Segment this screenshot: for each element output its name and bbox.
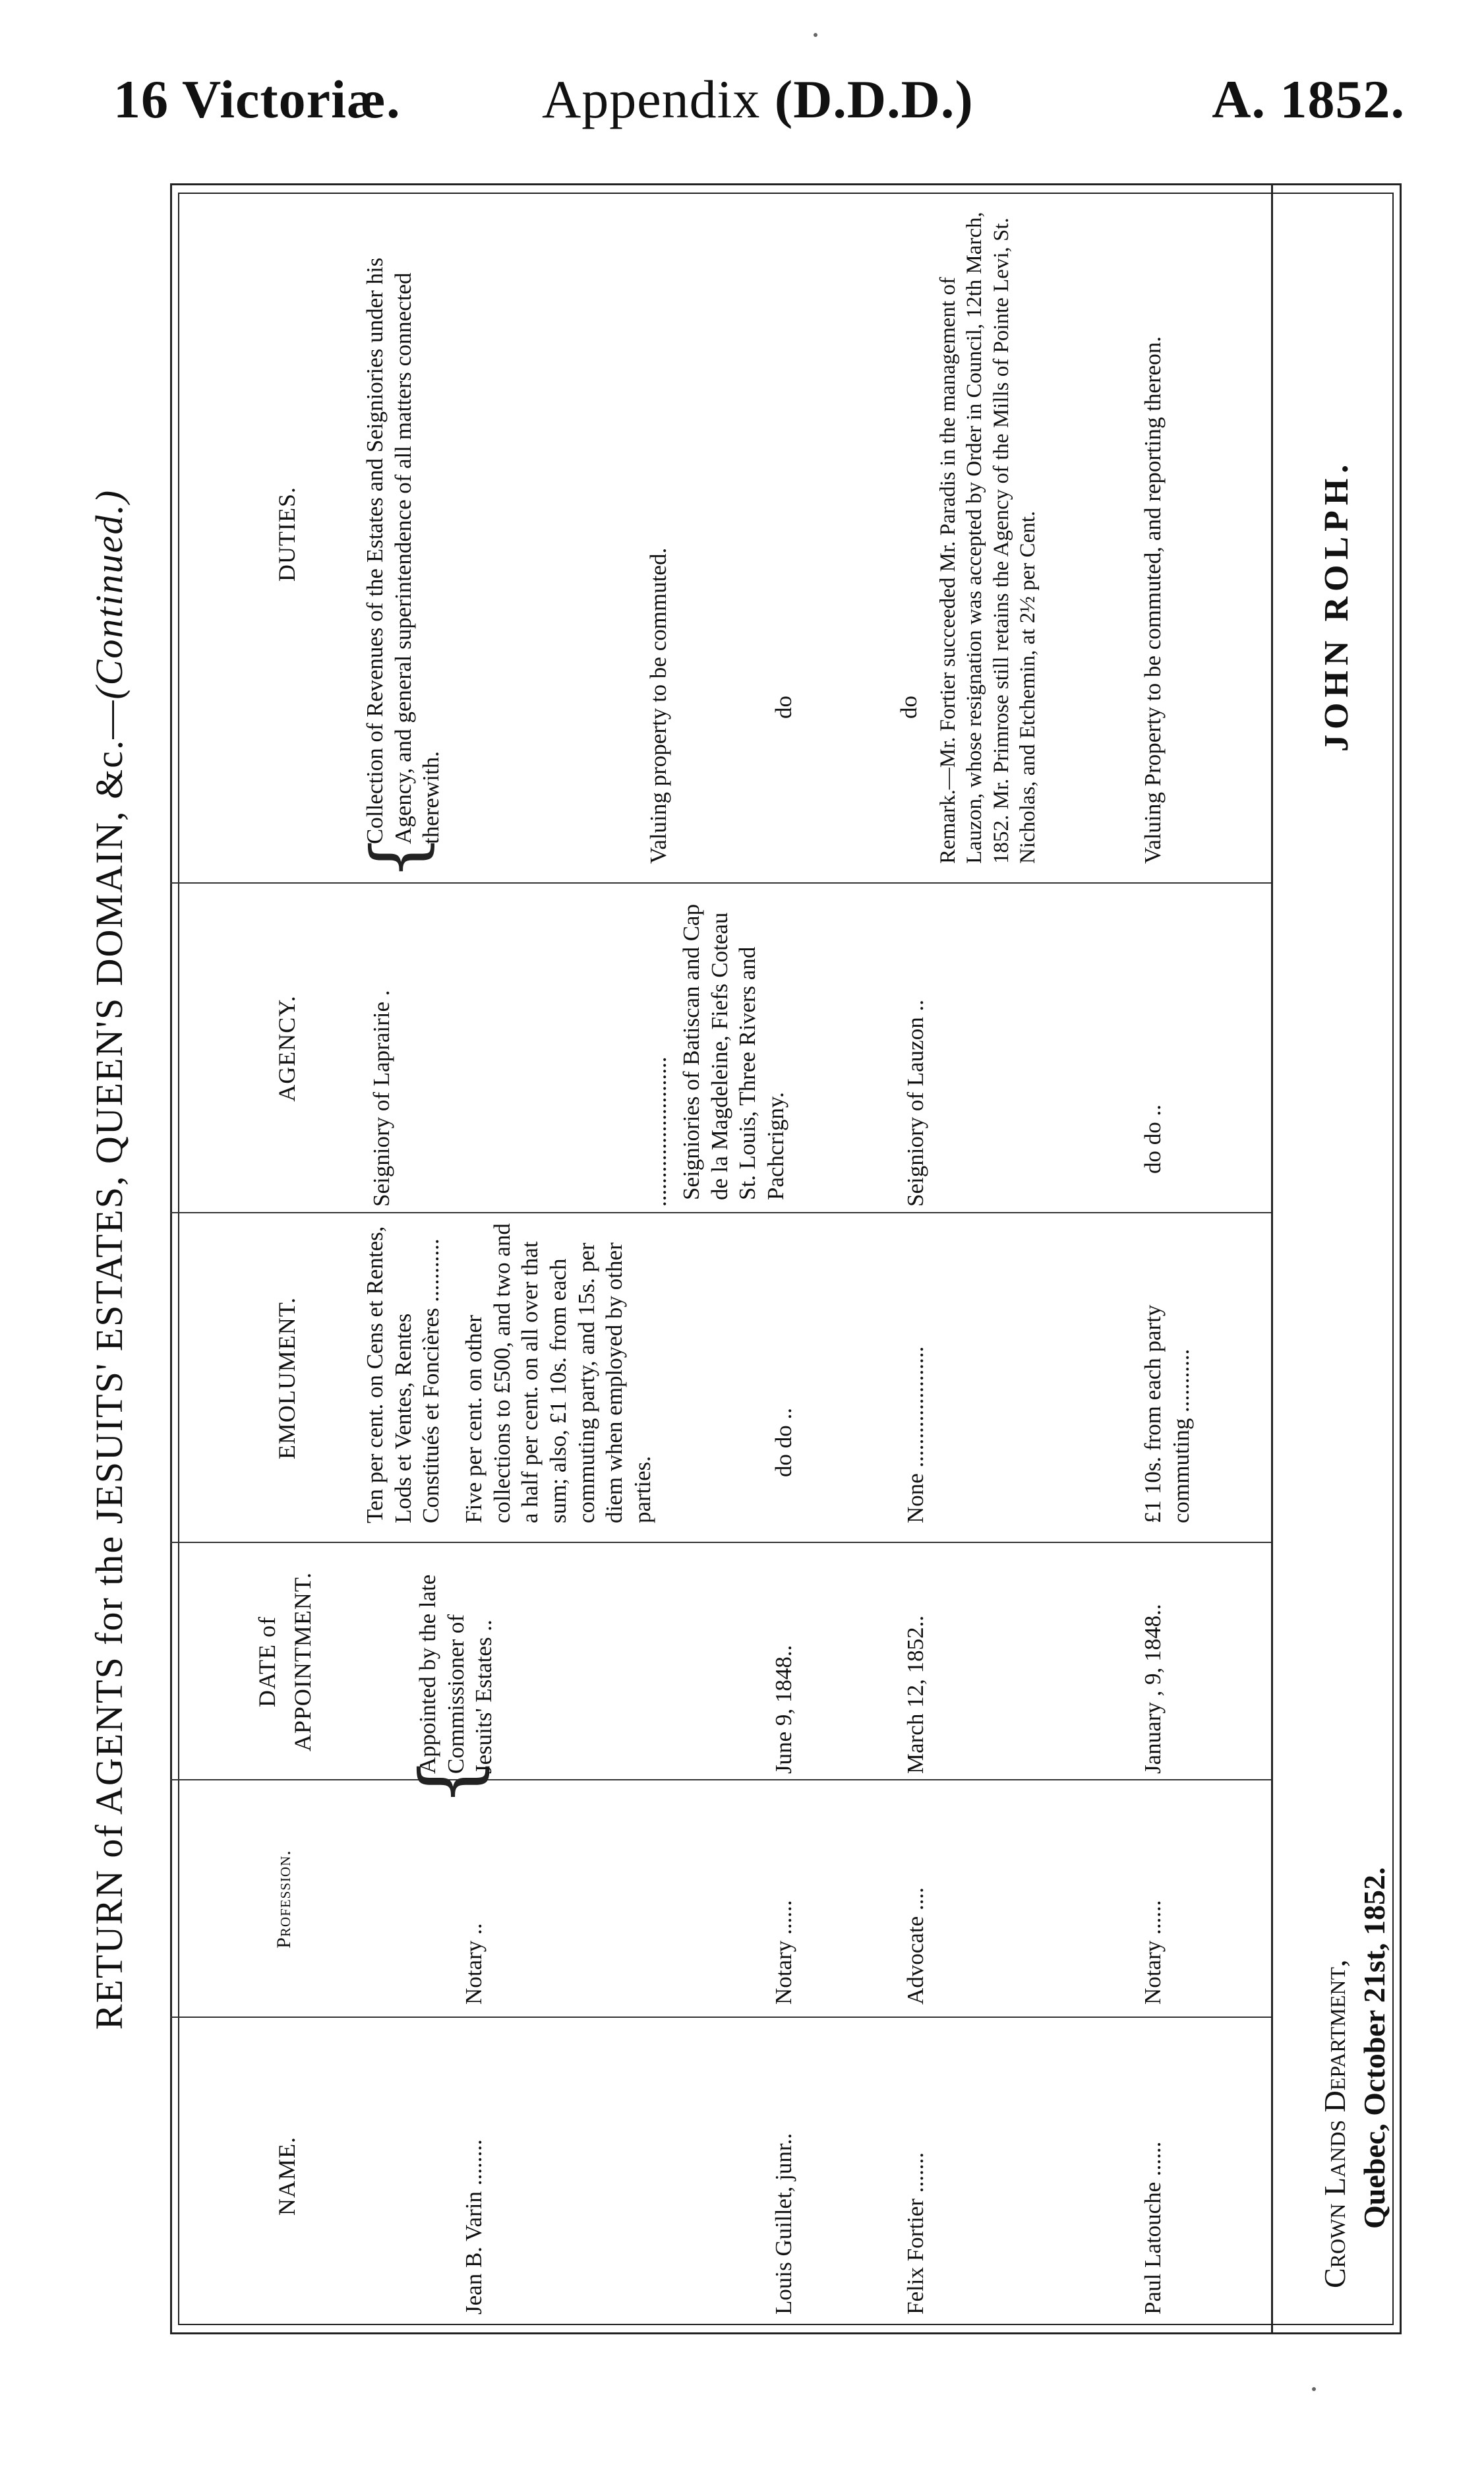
row4-name: Paul Latouche ......	[1140, 2141, 1166, 2315]
row4-emolument: £1 10s. from each party commuting ...........	[1140, 1304, 1194, 1523]
row2-agency: Seigniories of Batiscan and Cap de la Magdeleine, Fiefs Coteau St. Louis, Three Rivers and Pachcrigny.	[678, 903, 789, 1200]
running-header-center	[542, 69, 974, 129]
brace-left: {	[355, 834, 440, 880]
brace-left: {	[404, 1756, 496, 1807]
row2-name: Louis Guillet, junr..	[771, 2133, 796, 2315]
row1-date: Appointed by the late Commissioner of Jesuits' Estates ..	[415, 1574, 497, 1774]
table-title	[87, 185, 131, 2334]
column-header-date-line1: DATE of	[254, 1616, 280, 1707]
column-divider	[170, 1542, 1271, 1543]
row2-duties: do	[771, 696, 796, 719]
running-header-left: 16 Victoriæ.	[113, 69, 401, 129]
signature-place-date: Quebec, October 21st, 1852.	[1357, 1867, 1391, 2229]
row1-name: Jean B. Varin ........	[461, 2139, 487, 2315]
column-divider	[170, 1212, 1271, 1213]
rotated-table-sheet	[88, 185, 1403, 2334]
row1-agency-a: Seigniory of Laprairie .	[369, 990, 394, 1207]
row1-emolument-b: Five per cent. on other collections to £500, and two and a half per cent. on all over that sum; also, £1 10s. from each commuting party, and 15s. per diem when employed by other parties.	[461, 1223, 656, 1523]
column-header-name: NAME.	[274, 2137, 300, 2216]
row3-remark: Remark.—Mr. Fortier succeeded Mr. Paradis in the management of Lauzon, whose resignation was accepted by Order in Council, 12th March, 1852. Mr. Primrose still retains the Agency of the Mills of Pointe Levi, St. Nicholas, and Etchemin, at 2½ per Cent.	[936, 212, 1040, 864]
table-title-continued: (Continued.)	[88, 489, 131, 700]
running-header-right: A. 1852.	[1212, 69, 1405, 129]
row2-emolument: do do ..	[771, 1408, 796, 1477]
appendix-code: (D.D.D.)	[774, 69, 974, 129]
row4-profession: Notary ......	[1140, 1900, 1166, 2005]
table-top-rule	[170, 185, 172, 2334]
row3-profession: Advocate ....	[903, 1887, 928, 2005]
row3-date: March 12, 1852..	[903, 1615, 928, 1774]
row3-duties: do	[896, 696, 922, 719]
row1-agency-b: ..........................	[645, 1056, 671, 1207]
agents-table	[170, 185, 1271, 2334]
row3-agency: Seigniory of Lauzon ..	[903, 1000, 928, 1207]
column-header-date-line2: APPOINTMENT.	[289, 1571, 316, 1752]
column-divider	[170, 1779, 1271, 1780]
signature-name: JOHN ROLPH.	[1318, 459, 1355, 752]
row1-duties-a: Collection of Revenues of the Estates and Seigniories under his Agency, and general superintendence of all matters connected therewith.	[362, 257, 444, 844]
appendix-label: Appendix	[542, 69, 761, 129]
print-speck	[1312, 2387, 1316, 2391]
row4-duties: Valuing Property to be commuted, and reporting thereon.	[1140, 336, 1166, 864]
row1-duties-b: Valuing property to be commuted.	[645, 547, 671, 864]
row3-name: Felix Fortier .......	[903, 2152, 928, 2315]
column-header-profession: Profession.	[273, 1850, 295, 1949]
column-divider	[170, 2017, 1271, 2018]
column-header-duties: DUTIES.	[274, 487, 300, 582]
column-header-agency: AGENCY.	[274, 995, 300, 1102]
column-header-emolument: EMOLUMENT.	[274, 1296, 300, 1460]
table-title-main: RETURN of AGENTS for the JESUITS' ESTATES, QUEEN'S DOMAIN, &c.—	[88, 699, 131, 2030]
signature-department: Crown Lands Department,	[1318, 1959, 1351, 2288]
row4-agency: do do ..	[1140, 1105, 1166, 1174]
table-bottom-rule	[1271, 185, 1273, 2334]
print-speck	[814, 33, 817, 37]
row2-profession: Notary ......	[771, 1900, 796, 2005]
row1-profession: Notary ..	[461, 1923, 487, 2005]
column-divider	[170, 882, 1271, 884]
row3-emolument: None .....................	[903, 1346, 928, 1523]
row4-date: January , 9, 1848..	[1140, 1604, 1166, 1774]
row1-emolument-a: Ten per cent. on Cens et Rentes, Lods et Ventes, Rentes Constitués et Foncières ...........	[362, 1226, 444, 1523]
row2-date: June 9, 1848..	[771, 1645, 796, 1774]
column-header-date	[249, 1543, 320, 1780]
